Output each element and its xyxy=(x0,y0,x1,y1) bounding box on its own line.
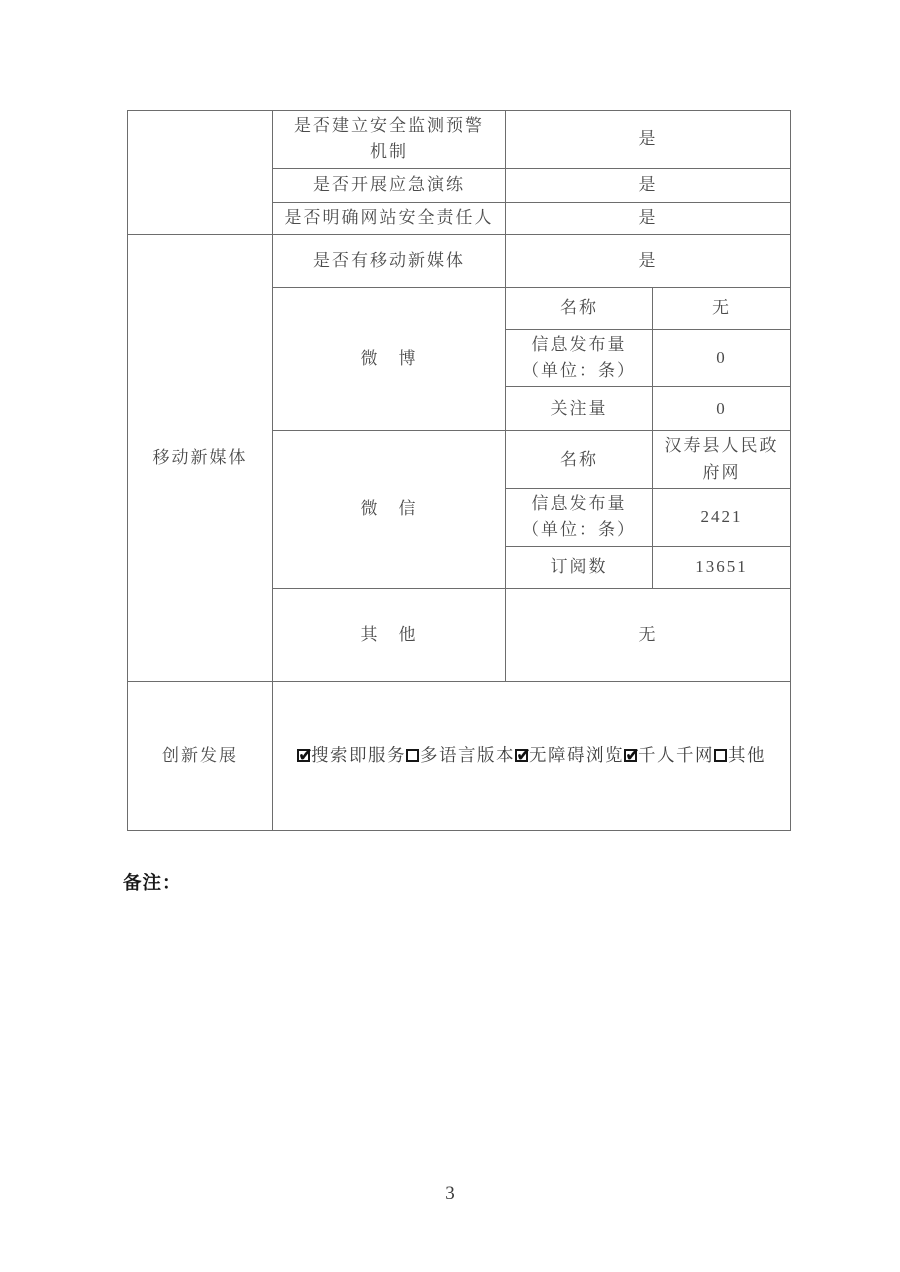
label-has-mobile-media: 是否有移动新媒体 xyxy=(273,234,506,287)
value-wechat-subscribers: 13651 xyxy=(653,546,791,588)
category-mobile-new-media: 移动新媒体 xyxy=(128,234,273,681)
label-line: 信息发布量 xyxy=(531,334,627,354)
value-wechat-name xyxy=(653,431,791,489)
value-weibo-posts: 0 xyxy=(653,329,791,387)
checkbox-label: 无障碍浏览 xyxy=(529,745,624,766)
value-security-responsible-person: 是 xyxy=(506,202,791,234)
label-security-monitoring xyxy=(273,111,506,169)
label-weibo-posts xyxy=(506,329,653,387)
checkbox-label: 搜索即服务 xyxy=(311,745,406,766)
label-line: 信息发布量 xyxy=(531,494,627,514)
report-table xyxy=(127,110,791,831)
label-line: （单位：条） xyxy=(522,361,636,381)
label-security-responsible-person: 是否明确网站安全责任人 xyxy=(273,202,506,234)
label-wechat-name: 名称 xyxy=(506,431,653,489)
label-wechat: 微 信 xyxy=(273,431,506,588)
value-emergency-drill: 是 xyxy=(506,168,791,202)
label-wechat-subscribers: 订阅数 xyxy=(506,546,653,588)
value-weibo-name: 无 xyxy=(653,287,791,329)
checkbox-label: 千人千网 xyxy=(638,745,714,766)
label-weibo-name: 名称 xyxy=(506,287,653,329)
category-innovation: 创新发展 xyxy=(128,681,273,830)
checkbox-accessible-browsing xyxy=(515,749,528,762)
checkbox-other xyxy=(714,749,727,762)
label-weibo-followers: 关注量 xyxy=(506,387,653,431)
checkbox-label: 多语言版本 xyxy=(420,745,515,766)
label-wechat-posts xyxy=(506,489,653,547)
checkbox-qianren-qianwang xyxy=(624,749,637,762)
label-line: （单位：条） xyxy=(522,520,636,540)
value-other-media: 无 xyxy=(506,588,791,681)
value-wechat-posts: 2421 xyxy=(653,489,791,547)
value-security-monitoring: 是 xyxy=(506,111,791,169)
label-emergency-drill: 是否开展应急演练 xyxy=(273,168,506,202)
innovation-cell xyxy=(273,681,791,830)
page-number: 3 xyxy=(445,1183,455,1204)
value-weibo-followers: 0 xyxy=(653,387,791,431)
innovation-options xyxy=(281,742,782,769)
checkbox-search-as-service xyxy=(297,749,310,762)
label-other-media: 其 他 xyxy=(273,588,506,681)
label-weibo: 微 博 xyxy=(273,287,506,431)
label-text: 是否建立安全监测预警机制 xyxy=(294,116,484,162)
checkbox-multilingual-version xyxy=(406,749,419,762)
value-has-mobile-media: 是 xyxy=(506,234,791,287)
value-text: 汉寿县人民政府网 xyxy=(664,436,779,482)
notes-label: 备注： xyxy=(123,874,182,894)
category-cell-empty xyxy=(128,111,273,235)
checkbox-label: 其他 xyxy=(728,745,766,766)
